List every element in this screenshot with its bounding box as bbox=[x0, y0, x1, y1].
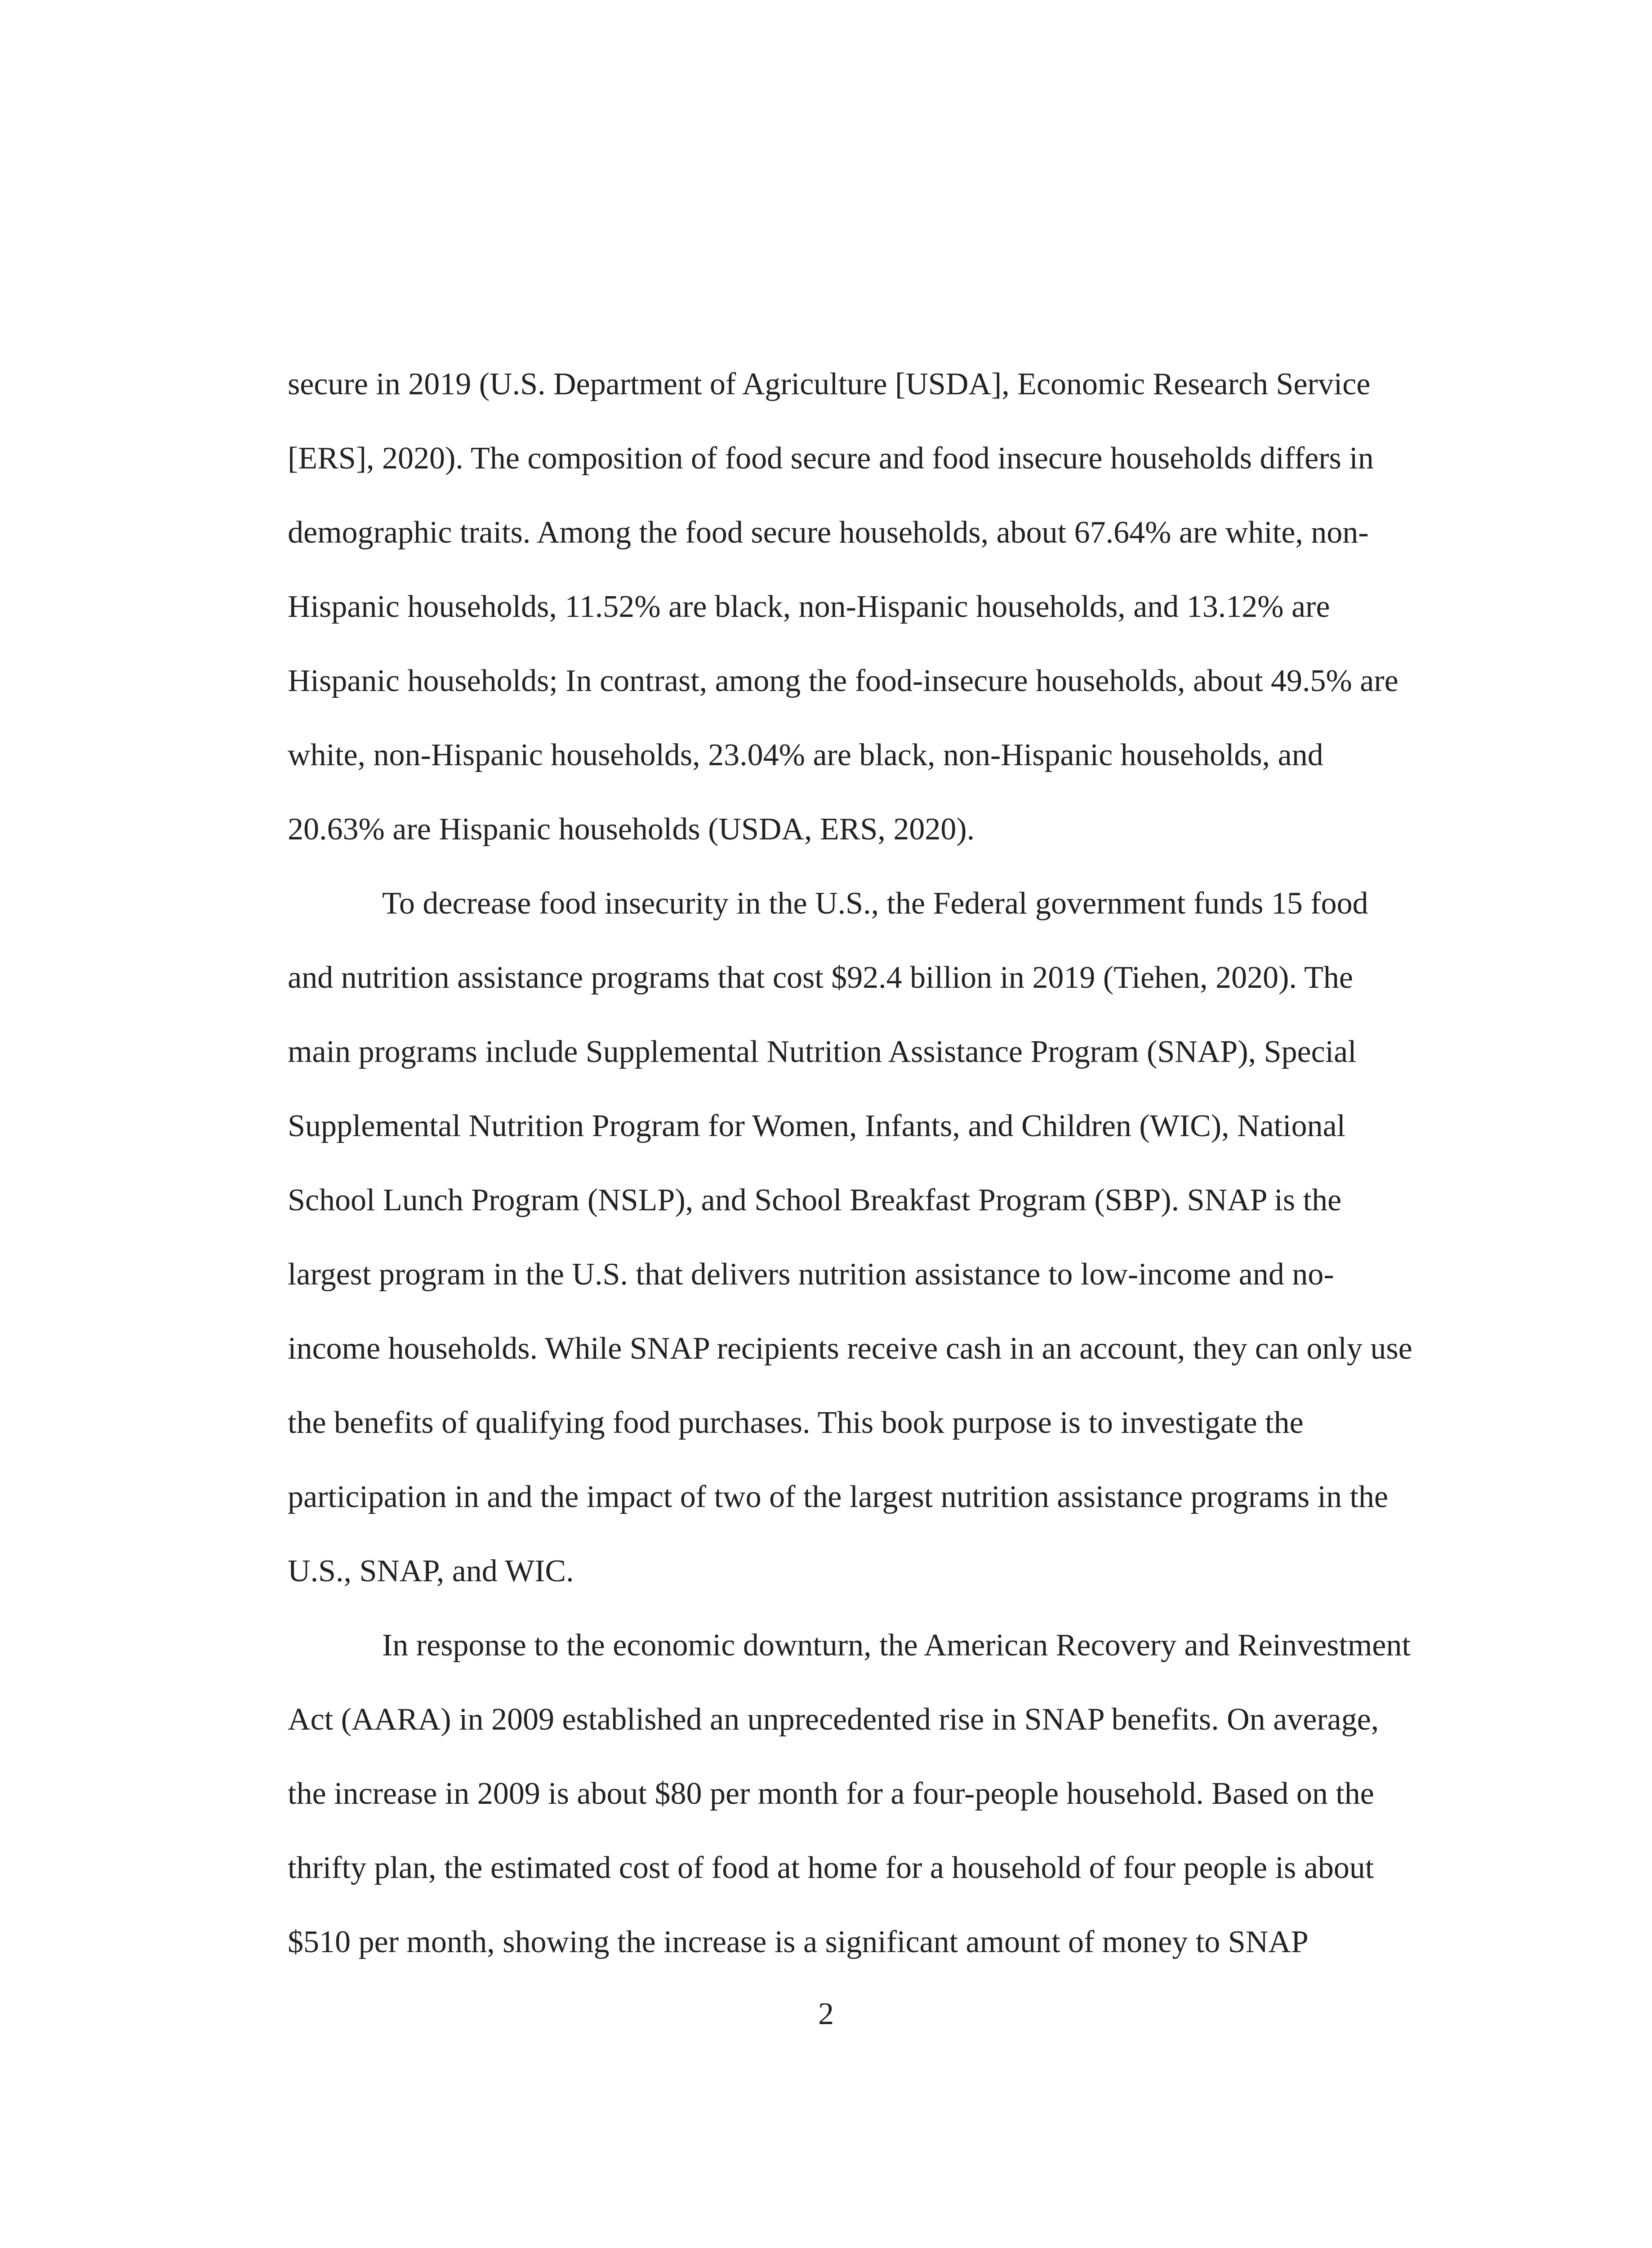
body-text-line: Supplemental Nutrition Program for Women, Infants, and Children (WIC), National bbox=[288, 1109, 1346, 1143]
body-text-line: demographic traits. Among the food secure households, about 67.64% are white, non- bbox=[288, 515, 1369, 550]
body-text-line: white, non-Hispanic households, 23.04% are black, non-Hispanic households, and bbox=[288, 738, 1323, 772]
body-text-line: secure in 2019 (U.S. Department of Agriculture [USDA], Economic Research Service bbox=[288, 367, 1371, 401]
body-text-line: Hispanic households; In contrast, among the food-insecure households, about 49.5% are bbox=[288, 664, 1398, 698]
body-text-line: the benefits of qualifying food purchases. This book purpose is to investigate the bbox=[288, 1405, 1304, 1440]
body-text-line: Act (AARA) in 2009 established an unprecedented rise in SNAP benefits. On average, bbox=[288, 1702, 1379, 1737]
body-text-line: participation in and the impact of two of the largest nutrition assistance programs in the bbox=[288, 1480, 1389, 1514]
body-text-line: largest program in the U.S. that delivers nutrition assistance to low-income and no- bbox=[288, 1257, 1334, 1292]
paragraph-first-line: To decrease food insecurity in the U.S., the Federal government funds 15 food bbox=[382, 886, 1368, 921]
body-text-line: U.S., SNAP, and WIC. bbox=[288, 1554, 574, 1588]
body-text-line: and nutrition assistance programs that cost $92.4 billion in 2019 (Tiehen, 2020). The bbox=[288, 960, 1353, 995]
body-text-line: main programs include Supplemental Nutrition Assistance Program (SNAP), Special bbox=[288, 1035, 1357, 1069]
page-number: 2 bbox=[818, 1997, 834, 2031]
body-text-line: $510 per month, showing the increase is a significant amount of money to SNAP bbox=[288, 1925, 1309, 1959]
paragraph-first-line: In response to the economic downturn, the American Recovery and Reinvestment bbox=[382, 1628, 1411, 1663]
body-text-line: the increase in 2009 is about $80 per month for a four-people household. Based on the bbox=[288, 1776, 1374, 1811]
body-text-line: Hispanic households, 11.52% are black, non-Hispanic households, and 13.12% are bbox=[288, 589, 1330, 624]
body-text-line: [ERS], 2020). The composition of food secure and food insecure households differs in bbox=[288, 441, 1374, 476]
body-text-line: School Lunch Program (NSLP), and School Breakfast Program (SBP). SNAP is the bbox=[288, 1183, 1342, 1218]
body-text-line: 20.63% are Hispanic households (USDA, ERS, 2020). bbox=[288, 812, 975, 847]
body-text-line: thrifty plan, the estimated cost of food at home for a household of four people is about bbox=[288, 1851, 1374, 1885]
body-text-line: income households. While SNAP recipients receive cash in an account, they can only use bbox=[288, 1331, 1412, 1366]
